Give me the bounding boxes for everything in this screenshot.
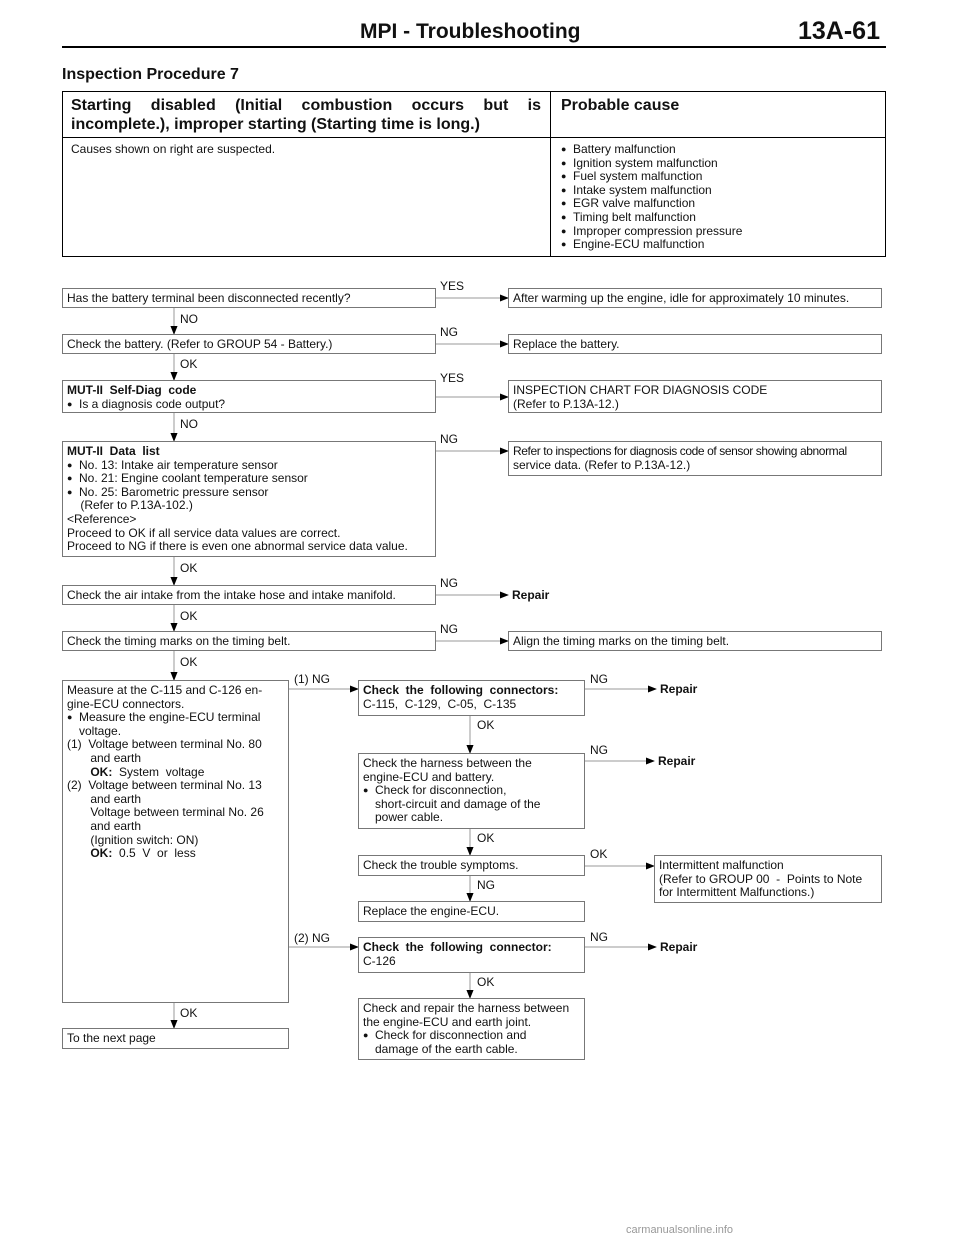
ok-key: OK:: [90, 846, 113, 861]
footer-watermark: carmanualsonline.info: [626, 1224, 734, 1236]
step-title: Check the following connectors:: [363, 683, 559, 697]
result-text: Replace the battery.: [513, 337, 620, 351]
step-bullet: [67, 711, 284, 738]
probable-cause-heading: Probable cause: [561, 97, 680, 114]
result-repair: Repair: [658, 754, 696, 768]
check-repair-earth-harness: [358, 998, 585, 1060]
label-ok: OK: [180, 357, 198, 371]
step-bullet: ● No. 25: Barometric pressure sensor: [67, 486, 431, 500]
step-text: Check the harness between the: [363, 756, 532, 770]
step-text: Check the timing marks on the timing belt.: [67, 634, 291, 648]
check-connectors-1: [358, 680, 585, 716]
result-diagnosis-chart: [508, 380, 882, 413]
step-text: Check and repair the harness between: [363, 1001, 570, 1015]
label-ng: NG: [440, 432, 458, 446]
step-text: Proceed to NG if there is even one abnormal service data value.: [67, 539, 408, 554]
result-text: Refer to inspections for diagnosis code of sensor showing abnormal: [513, 444, 847, 458]
label-ng: NG: [440, 325, 458, 339]
cause-item: ● Improper compression pressure: [561, 225, 742, 239]
step-text: power cable.: [375, 810, 444, 825]
result-text: INSPECTION CHART FOR DIAGNOSIS CODE: [513, 383, 768, 397]
step-data-list: [62, 441, 436, 557]
step-bullet: [363, 784, 580, 825]
procedure-title: Inspection Procedure 7: [62, 66, 239, 83]
step-text: C-126: [363, 953, 396, 968]
step-self-diag: [62, 380, 436, 413]
page-number: 13A-61: [798, 17, 880, 45]
check-trouble-symptoms: [358, 855, 585, 876]
label-no: NO: [180, 312, 198, 326]
step-text: (Refer to P.13A-102.): [67, 498, 193, 513]
cause-item: ● Intake system malfunction: [561, 184, 742, 198]
step-text: short-circuit and damage of the: [375, 796, 541, 811]
step-check-battery: [62, 334, 436, 354]
label-ok: OK: [590, 847, 608, 861]
step-title: Check the following connector:: [363, 940, 552, 954]
step-title: MUT-II Self-Diag code: [67, 383, 197, 397]
result-text: (Refer to GROUP 00 - Points to Note: [659, 871, 863, 886]
step-text: Has the battery terminal been disconnected recently?: [67, 291, 351, 305]
result-text: (Refer to P.13A-12.): [513, 396, 619, 411]
step-text: gine-ECU connectors.: [67, 696, 185, 711]
step-bullet: [363, 1029, 580, 1056]
label-ok: OK: [477, 718, 495, 732]
step-text: and earth: [67, 750, 142, 765]
step-text: Check the trouble symptoms.: [363, 858, 519, 872]
label-ng: NG: [590, 743, 608, 757]
label-yes: YES: [440, 371, 465, 385]
label-ok: OK: [180, 561, 198, 575]
step-text: <Reference>: [67, 511, 137, 526]
ok-value: 0.5 V or less: [119, 846, 196, 861]
step-text: ● Check for disconnection and: [375, 1028, 527, 1043]
cause-item: ● EGR valve malfunction: [561, 197, 742, 211]
ok-value: System voltage: [119, 764, 205, 779]
label-ok: OK: [477, 975, 495, 989]
symptom-heading: Starting disabled (Initial combustion occurs but is incomplete.), improper starting (Starting time is long.): [71, 97, 541, 133]
cause-item: ● Battery malfunction: [561, 143, 742, 157]
to-next-page: [62, 1028, 289, 1049]
step-text: (2) Voltage between terminal No. 13: [67, 778, 262, 793]
result-replace-battery: [508, 334, 882, 354]
result-sensor-inspection: [508, 441, 882, 476]
label-ok: OK: [180, 655, 198, 669]
step-text: Measure at the C-115 and C-126 en-: [67, 683, 263, 697]
step-text: and earth: [67, 791, 142, 806]
replace-engine-ecu: [358, 901, 585, 922]
ok-key: OK:: [90, 764, 113, 779]
step-text: Check the air intake from the intake hose and intake manifold.: [67, 588, 396, 602]
check-harness-battery: [358, 753, 585, 829]
step-text: Check the battery. (Refer to GROUP 54 - Battery.): [67, 337, 333, 351]
step-text: ● Measure the engine-ECU terminal: [79, 710, 261, 725]
label-ng-1: (1) NG: [294, 672, 330, 686]
label-ng-2: (2) NG: [294, 931, 330, 945]
step-bullet: ● No. 13: Intake air temperature sensor: [67, 459, 431, 473]
result-text: service data. (Refer to P.13A-12.): [513, 457, 691, 472]
step-text: ● Check for disconnection,: [375, 783, 507, 798]
label-ng: NG: [477, 878, 495, 892]
label-ng: NG: [440, 576, 458, 590]
header-title: MPI - Troubleshooting: [360, 20, 581, 43]
cause-item: ● Ignition system malfunction: [561, 157, 742, 171]
result-repair: Repair: [512, 588, 550, 602]
step-text: voltage.: [79, 723, 122, 738]
check-connector-c126: [358, 937, 585, 973]
result-repair: Repair: [660, 940, 698, 954]
result-warm-up-idle: [508, 288, 882, 308]
cause-item: ● Fuel system malfunction: [561, 170, 742, 184]
step-text: (1) Voltage between terminal No. 80: [67, 737, 262, 752]
result-align-timing: [508, 631, 882, 651]
label-yes: YES: [440, 279, 465, 293]
result-repair: Repair: [660, 682, 698, 696]
symptom-body: Causes shown on right are suspected.: [71, 142, 276, 156]
label-ng: NG: [590, 930, 608, 944]
result-text: Intermittent malfunction: [659, 858, 784, 872]
step-text: engine-ECU and battery.: [363, 769, 495, 784]
step-measure-voltage: [62, 680, 289, 1003]
label-ng: NG: [440, 622, 458, 636]
step-timing-marks: [62, 631, 436, 651]
label-ok: OK: [180, 1006, 198, 1020]
ok-criterion: [67, 847, 284, 861]
label-no: NO: [180, 417, 198, 431]
step-bullet: ● Is a diagnosis code output?: [67, 398, 431, 412]
label-ok: OK: [180, 609, 198, 623]
step-text: (Ignition switch: ON): [67, 832, 199, 847]
result-text: After warming up the engine, idle for approximately 10 minutes.: [513, 291, 850, 305]
step-text: damage of the earth cable.: [375, 1041, 518, 1056]
result-text: for Intermittent Malfunctions.): [659, 885, 815, 900]
step-text: the engine-ECU and earth joint.: [363, 1014, 532, 1029]
label-ok: OK: [477, 831, 495, 845]
step-battery-terminal: [62, 288, 436, 308]
step-text: C-115, C-129, C-05, C-135: [363, 696, 517, 711]
cause-item: ● Timing belt malfunction: [561, 211, 742, 225]
result-text: Align the timing marks on the timing belt.: [513, 634, 730, 648]
label-ng: NG: [590, 672, 608, 686]
step-air-intake: [62, 585, 436, 605]
step-text: Proceed to OK if all service data values are correct.: [67, 525, 341, 540]
step-text: Replace the engine-ECU.: [363, 904, 500, 918]
step-text: Voltage between terminal No. 26: [67, 805, 264, 820]
step-text: To the next page: [67, 1031, 156, 1045]
result-intermittent-malfunction: [654, 855, 882, 903]
step-title: MUT-II Data list: [67, 444, 160, 458]
step-bullet: ● No. 21: Engine coolant temperature sensor: [67, 472, 431, 486]
ok-criterion: [67, 766, 284, 780]
cause-item: ● Engine-ECU malfunction: [561, 238, 742, 252]
step-text: and earth: [67, 818, 142, 833]
